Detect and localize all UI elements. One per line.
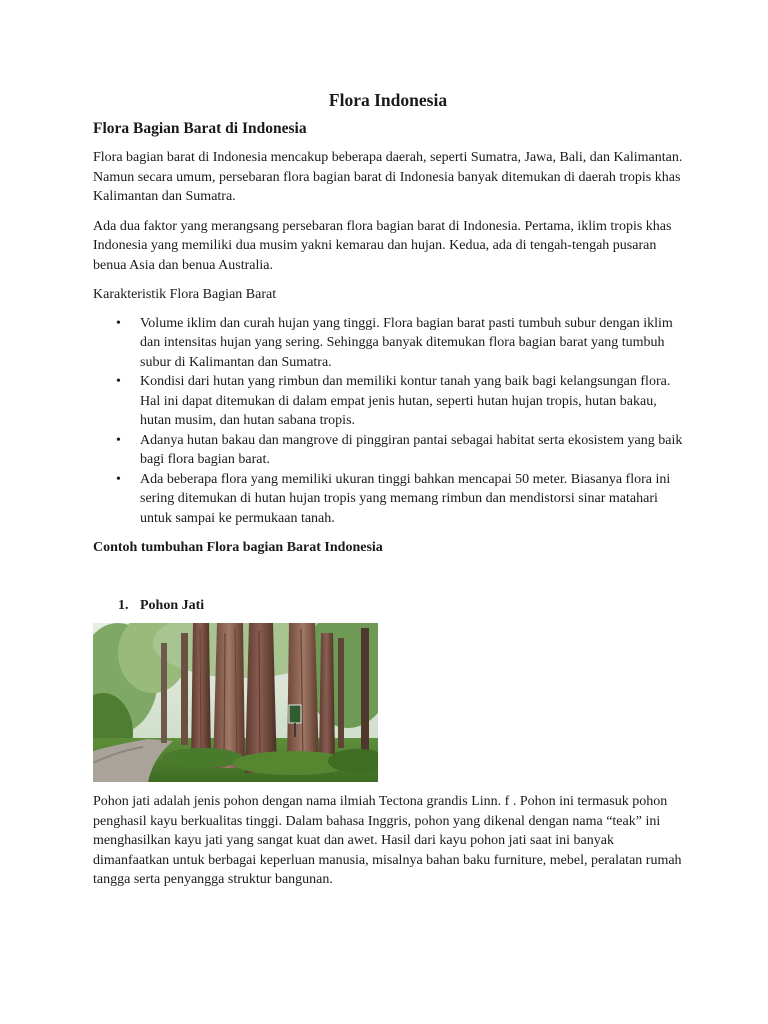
characteristics-list [93, 314, 683, 529]
list-number: 1. [118, 597, 129, 613]
section-subheading: Flora Bagian Barat di Indonesia [93, 120, 307, 137]
document-page [93, 88, 683, 890]
bullet-icon: • [116, 432, 121, 448]
example-heading-pohon-jati [93, 596, 683, 616]
list-item [93, 431, 683, 470]
list-item [93, 470, 683, 529]
list-item-text: Kondisi dari hutan yang rimbun dan memiliki kontur tanah yang baik bagi kelangsungan flora. Hal ini dapat ditemukan di dalam empat jenis hutan, seperti hutan hujan tropis, hutan bakau, hutan musim, dan hutan sabana tropis. [140, 374, 671, 428]
list-item-text: Volume iklim dan curah hujan yang tinggi. Flora bagian barat pasti tumbuh subur dengan iklim dan intensitas hujan yang sering. Sehingga banyak ditemukan flora bagian barat yang tumbuh subur di Kalimantan dan Sumatra. [140, 315, 673, 370]
bullet-icon: • [116, 471, 121, 487]
bullet-icon: • [116, 374, 121, 389]
list-item-text: Adanya hutan bakau dan mangrove di pinggiran pantai sebagai habitat serta ekosistem yang baik bagi flora bagian barat. [140, 432, 683, 467]
list-item-text: Ada beberapa flora yang memiliki ukuran tinggi bahkan mencapai 50 meter. Biasanya flora ini sering ditemukan di hutan hujan tropis yang memang rimbun dan mendistorsi sinar matahari untuk sampai ke permukaan tanah. [140, 471, 671, 526]
list-item [93, 372, 683, 431]
paragraph-factors: Ada dua faktor yang merangsang persebaran flora bagian barat di Indonesia. Pertama, iklim tropis khas Indonesia yang memiliki dua musim yakni kemarau dan hujan. Kedua, ada di tengah-tengah pusaran benua Asia dan benua Australia. [93, 218, 672, 273]
list-item [93, 314, 683, 373]
paragraph-pohon-jati: Pohon jati adalah jenis pohon dengan nama ilmiah Tectona grandis Linn. f . Pohon ini termasuk pohon penghasil kayu berkualitas tinggi. Dalam bahasa Inggris, pohon yang dikenal dengan nama “teak” ini menghasilkan kayu jati yang sangat kuat dan awet. Hasil dari kayu pohon jati saat ini banyak dimanfaatkan untuk berbagai keperluan manusia, misalnya bahan baku furniture, mebel, peralatan rumah tangga serta penyangga struktur bangunan. [93, 794, 682, 887]
examples-heading: Contoh tumbuhan Flora bagian Barat Indonesia [93, 540, 383, 555]
example-name: Pohon Jati [140, 597, 205, 613]
teak-forest-photo [93, 623, 378, 782]
page-title: Flora Indonesia [328, 90, 448, 110]
paragraph-intro: Flora bagian barat di Indonesia mencakup beberapa daerah, seperti Sumatra, Jawa, Bali, dan Kalimantan. Namun secara umum, persebaran flora bagian barat di Indonesia banyak ditemukan di daerah tropis khas Kalimantan dan Sumatra. [93, 150, 683, 204]
characteristics-label: Karakteristik Flora Bagian Barat [93, 287, 277, 302]
bullet-icon: • [116, 315, 121, 331]
